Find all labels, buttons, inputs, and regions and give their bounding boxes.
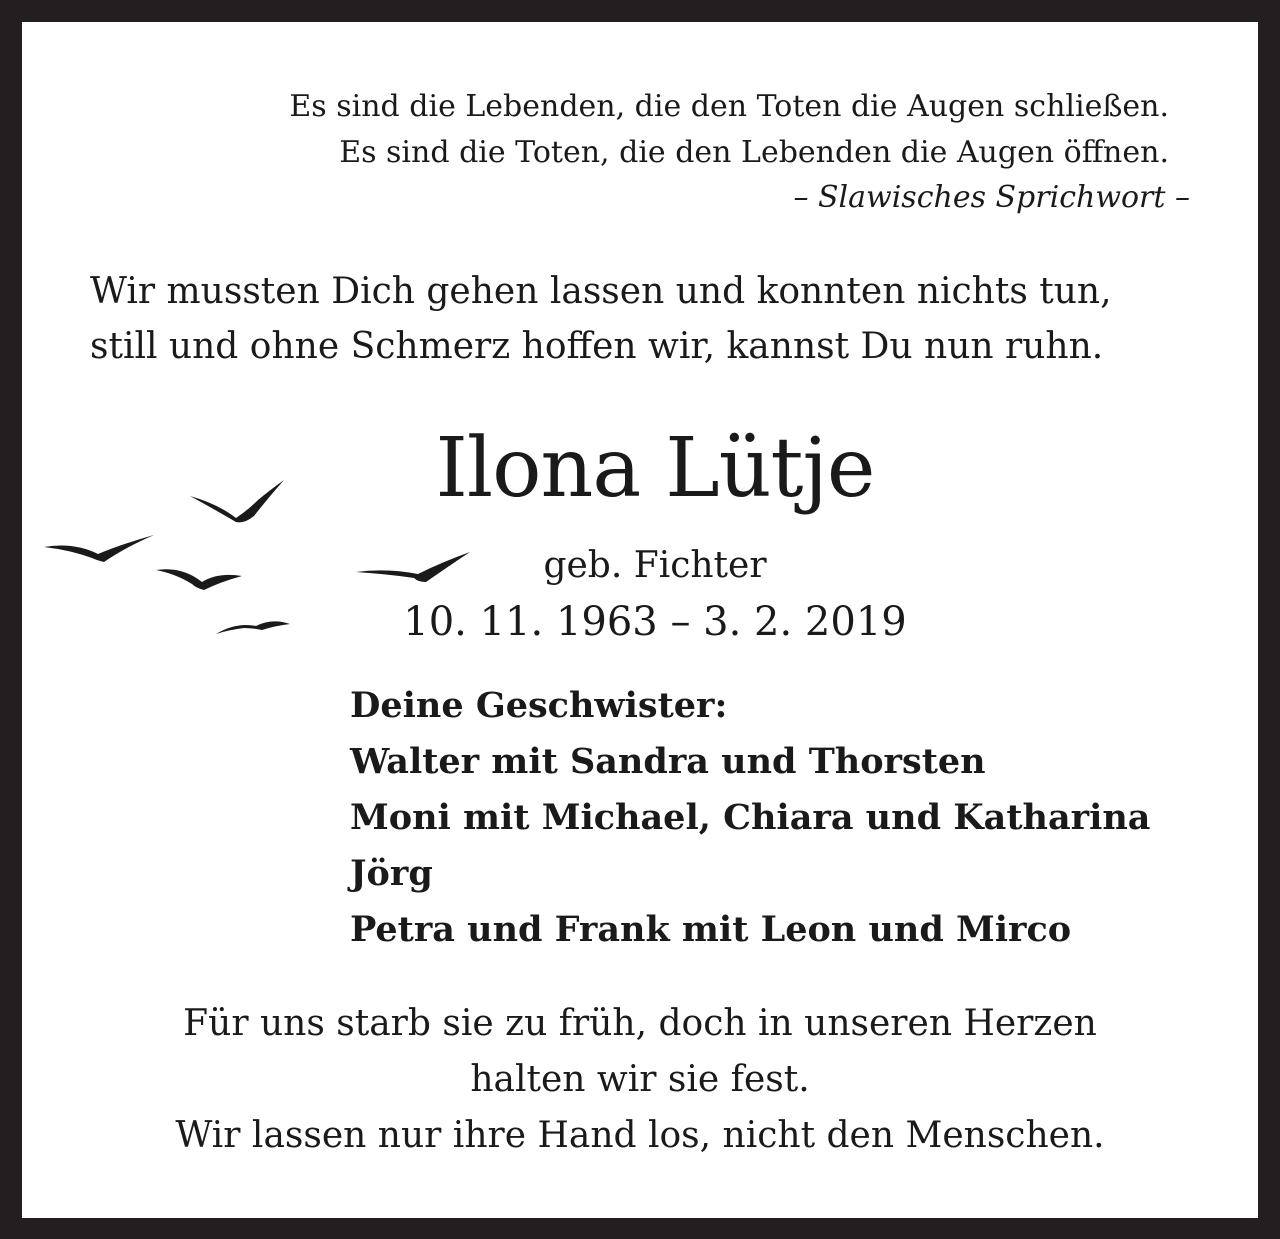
closing-line-1: Für uns starb sie zu früh, doch in unseren Herzen: [183, 1003, 1097, 1044]
family-line: Moni mit Michael, Chiara und Katharina: [350, 797, 1151, 838]
life-dates: 10. 11. 1963 – 3. 2. 2019: [403, 599, 907, 645]
family-heading: Deine Geschwister:: [350, 685, 728, 726]
family-line: Jörg: [350, 853, 433, 894]
quote-line-2: Es sind die Toten, die den Lebenden die Augen öffnen.: [339, 135, 1169, 170]
family-line: Petra und Frank mit Leon und Mirco: [350, 909, 1072, 950]
obituary-card: [22, 22, 1258, 1218]
closing-line-2: halten wir sie fest.: [470, 1059, 810, 1100]
deceased-name: Ilona Lütje: [435, 421, 875, 516]
closing-line-3: Wir lassen nur ihre Hand los, nicht den Menschen.: [175, 1115, 1105, 1156]
verse-line-1: Wir mussten Dich gehen lassen und konnten nichts tun,: [90, 271, 1112, 312]
maiden-name: geb. Fichter: [543, 545, 767, 586]
quote-line-1: Es sind die Lebenden, die den Toten die Augen schließen.: [289, 89, 1169, 124]
quote-attribution: – Slawisches Sprichwort –: [793, 180, 1190, 215]
family-line: Walter mit Sandra und Thorsten: [350, 741, 986, 782]
verse-line-2: still und ohne Schmerz hoffen wir, kannst Du nun ruhn.: [90, 326, 1104, 367]
